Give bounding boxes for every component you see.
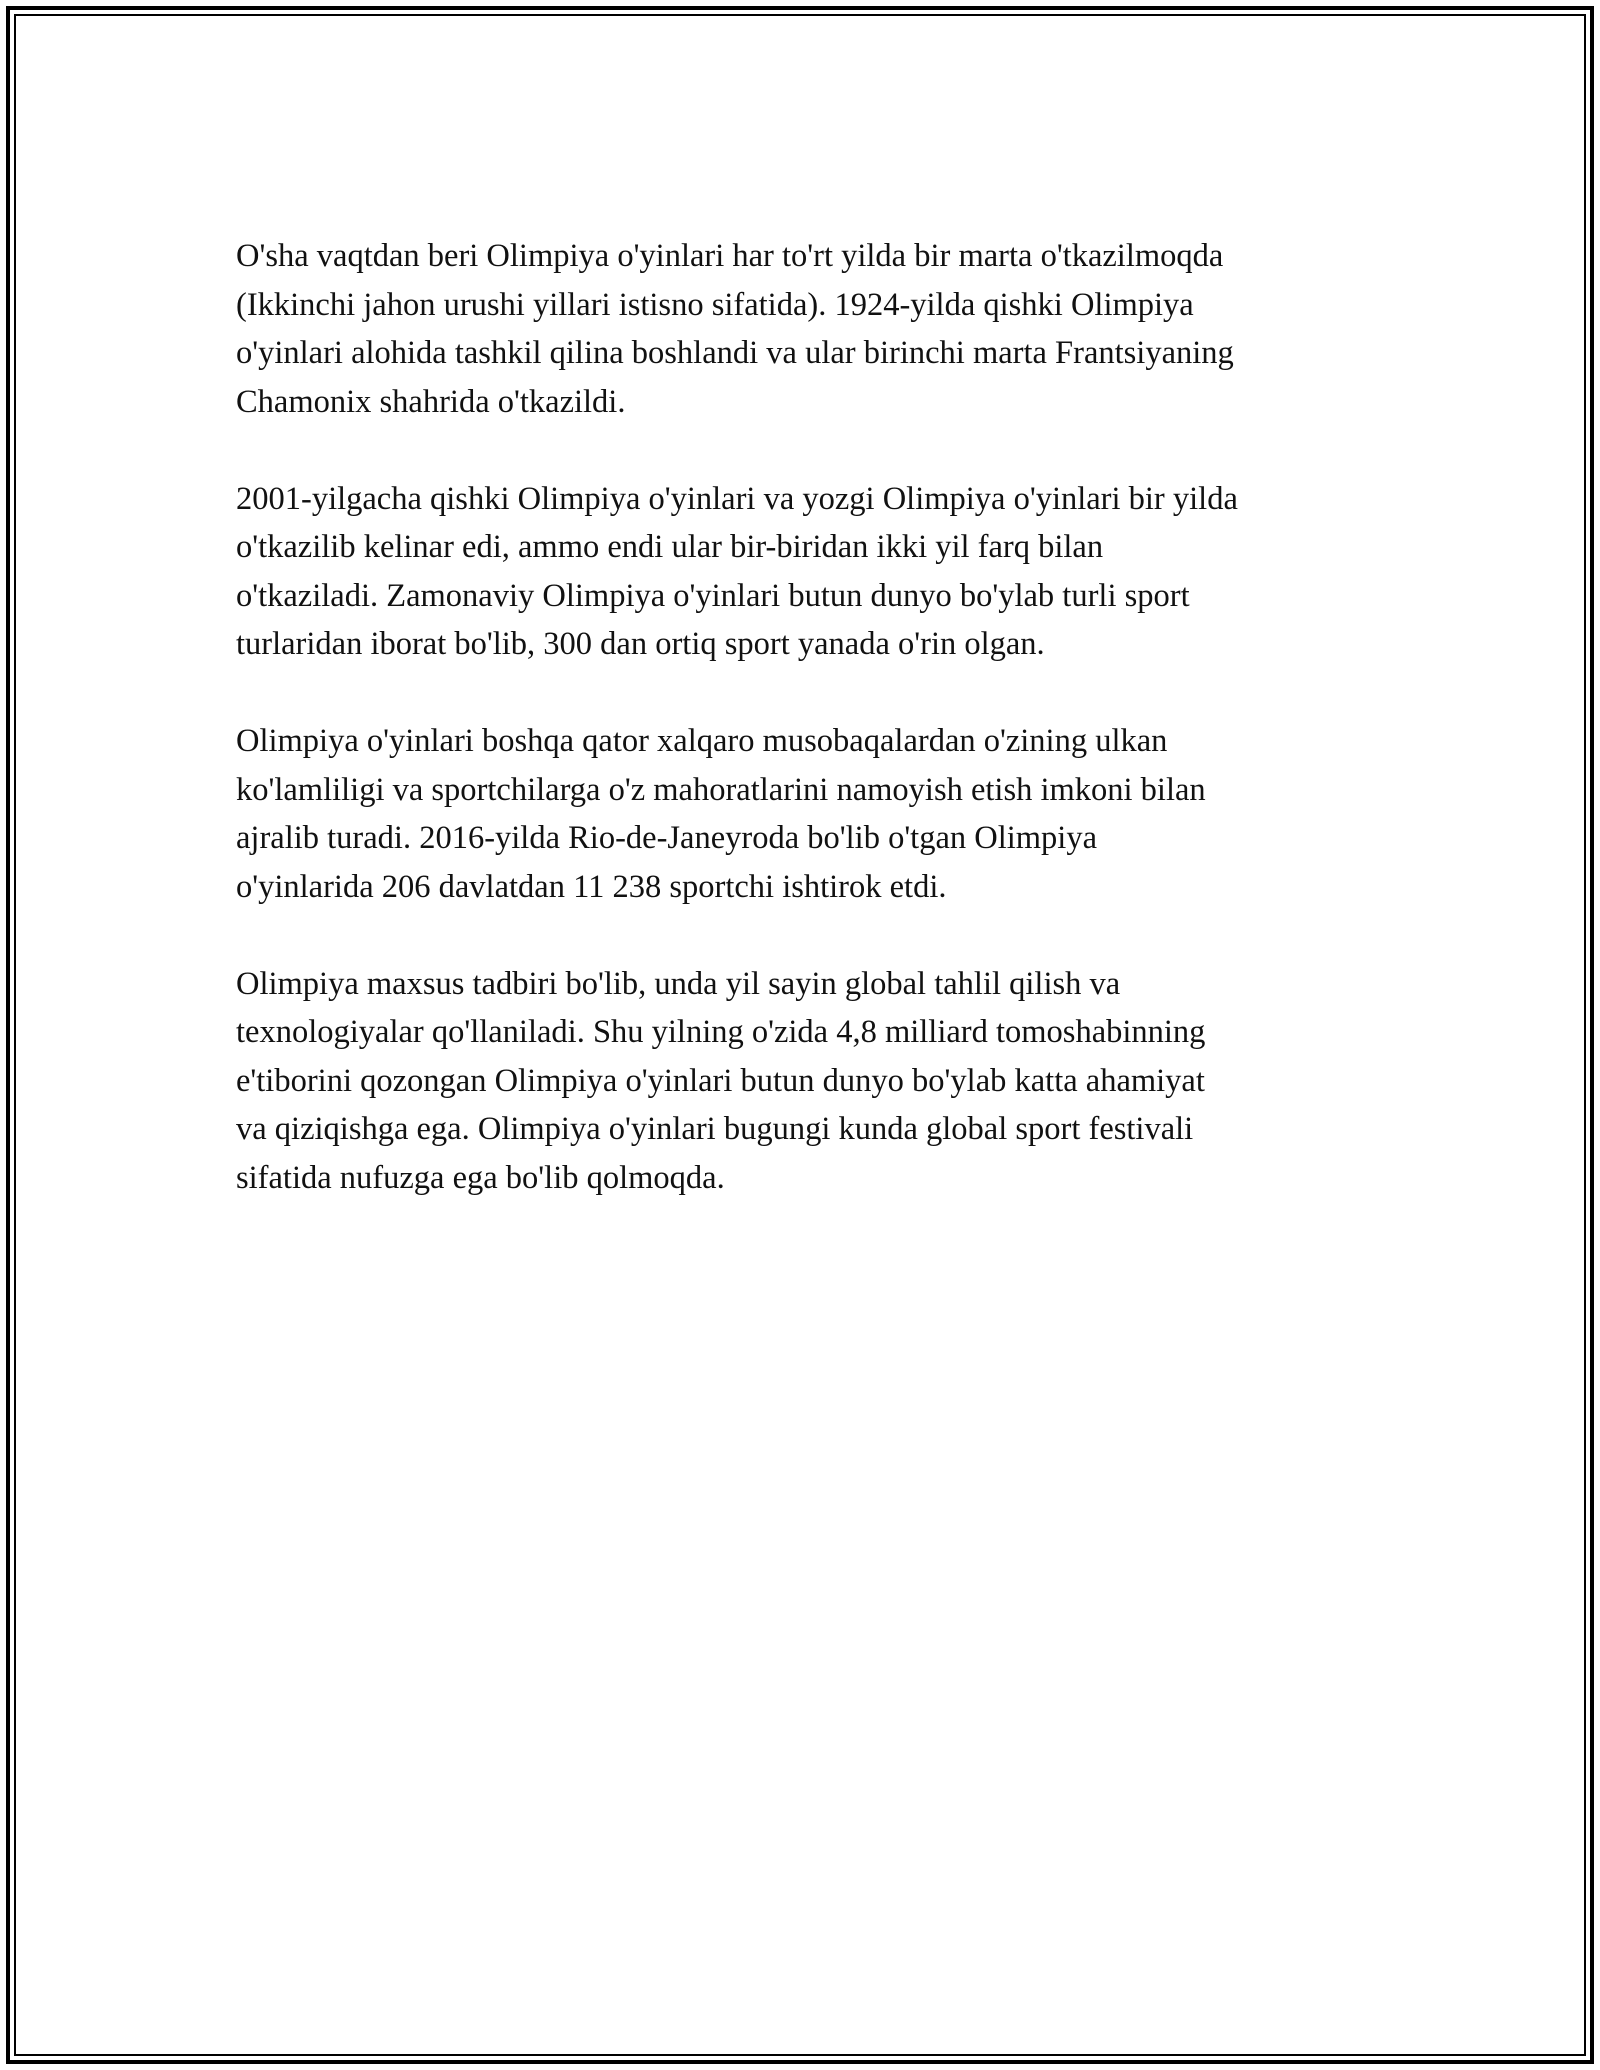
paragraph-line: Olimpiya o'yinlari boshqa qator xalqaro musobaqalardan o'zining ulkan [236,723,1168,759]
paragraph-line: Olimpiya maxsus tadbiri bo'lib, unda yil sayin global tahlil qilish va [236,965,1121,1002]
paragraph-line: sifatida nufuzga ega bo'lib qolmoqda. [236,1159,725,1196]
paragraph-line: texnologiyalar qo'llaniladi. Shu yilning o'zida 4,8 milliard tomoshabinning [236,1014,1206,1050]
paragraph-1 [236,232,1386,426]
document-body [236,232,1386,1251]
paragraph-line: (Ikkinchi jahon urushi yillari istisno sifatida). 1924-yilda qishki Olimpiya [236,286,1194,323]
paragraph-line: o'yinlarida 206 davlatdan 11 238 sportchi ishtirok etdi. [236,868,947,905]
paragraph-line: ajralib turadi. 2016-yilda Rio-de-Janeyroda bo'lib o'tgan Olimpiya [236,820,1098,856]
paragraph-3 [236,717,1386,911]
paragraph-line: turlaridan iborat bo'lib, 300 dan ortiq sport yanada o'rin olgan. [236,626,1045,662]
paragraph-line: O'sha vaqtdan beri Olimpiya o'yinlari har to'rt yilda bir marta o'tkazilmoqda [236,238,1224,274]
paragraph-2 [236,475,1386,669]
paragraph-line: o'yinlari alohida tashkil qilina boshlandi va ular birinchi marta Frantsiyaning [236,335,1234,371]
paragraph-4 [236,960,1386,1203]
paragraph-line: o'tkaziladi. Zamonaviy Olimpiya o'yinlari butun dunyo bo'ylab turli sport [236,577,1190,614]
paragraph-line: Chamonix shahrida o'tkazildi. [236,383,626,420]
paragraph-line: ko'lamliligi va sportchilarga o'z mahoratlarini namoyish etish imkoni bilan [236,771,1206,808]
paragraph-line: va qiziqishga ega. Olimpiya o'yinlari bugungi kunda global sport festivali [236,1111,1194,1147]
paragraph-line: 2001-yilgacha qishki Olimpiya o'yinlari va yozgi Olimpiya o'yinlari bir yilda [236,480,1238,517]
paragraph-line: e'tiborini qozongan Olimpiya o'yinlari butun dunyo bo'ylab katta ahamiyat [236,1062,1205,1099]
paragraph-line: o'tkazilib kelinar edi, ammo endi ular bir-biridan ikki yil farq bilan [236,529,1104,565]
